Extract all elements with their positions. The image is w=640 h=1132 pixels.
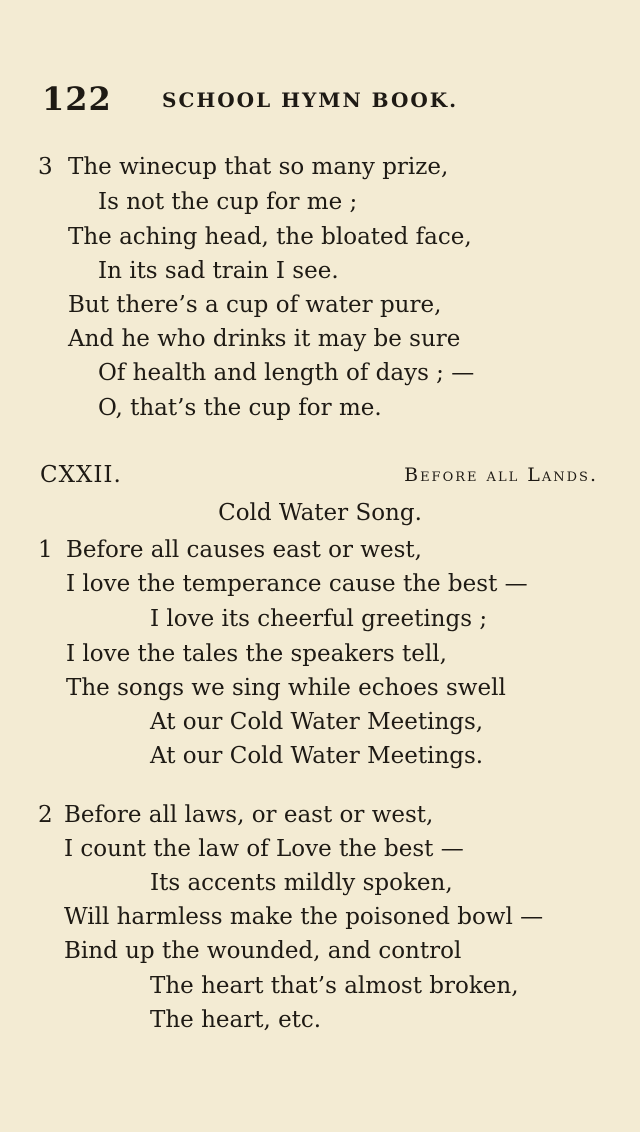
- verse-line: Before all laws, or east or west,: [64, 802, 434, 828]
- verse-line: Is not the cup for me ;: [98, 189, 358, 215]
- tune-name: Before all Lands.: [404, 464, 598, 486]
- verse-line: The songs we sing while echoes swell: [66, 675, 506, 701]
- verse-line: The heart, etc.: [150, 1007, 322, 1033]
- verse-line: But there’s a cup of water pure,: [68, 292, 442, 318]
- verse-line: At our Cold Water Meetings,: [150, 709, 484, 735]
- verse-line: Its accents mildly spoken,: [150, 870, 453, 896]
- verse-line: The aching head, the bloated face,: [68, 224, 472, 250]
- stanza-number: 3: [38, 154, 53, 180]
- running-title: SCHOOL HYMN BOOK.: [162, 88, 459, 112]
- verse-line: The heart that’s almost broken,: [150, 973, 519, 999]
- stanza-number: 2: [38, 802, 53, 828]
- verse-line: O, that’s the cup for me.: [98, 395, 382, 421]
- page-number: 122: [42, 80, 112, 118]
- verse-line: Before all causes east or west,: [66, 537, 422, 563]
- verse-line: Bind up the wounded, and control: [64, 938, 462, 964]
- stanza-number: 1: [38, 537, 53, 563]
- verse-line: I love its cheerful greetings ;: [150, 606, 488, 632]
- verse-line: I love the temperance cause the best —: [66, 571, 528, 597]
- verse-line: Of health and length of days ; —: [98, 360, 475, 386]
- hymn-number: CXXII.: [40, 462, 122, 488]
- verse-line: The winecup that so many prize,: [68, 154, 449, 180]
- page-header: [42, 80, 620, 120]
- verse-line: In its sad train I see.: [98, 258, 339, 284]
- verse-line: I love the tales the speakers tell,: [66, 641, 447, 667]
- verse-line: I count the law of Love the best —: [64, 836, 464, 862]
- verse-line: And he who drinks it may be sure: [68, 326, 461, 352]
- verse-line: Will harmless make the poisoned bowl —: [64, 904, 544, 930]
- hymn-title: Cold Water Song.: [218, 500, 422, 526]
- verse-line: At our Cold Water Meetings.: [150, 743, 484, 769]
